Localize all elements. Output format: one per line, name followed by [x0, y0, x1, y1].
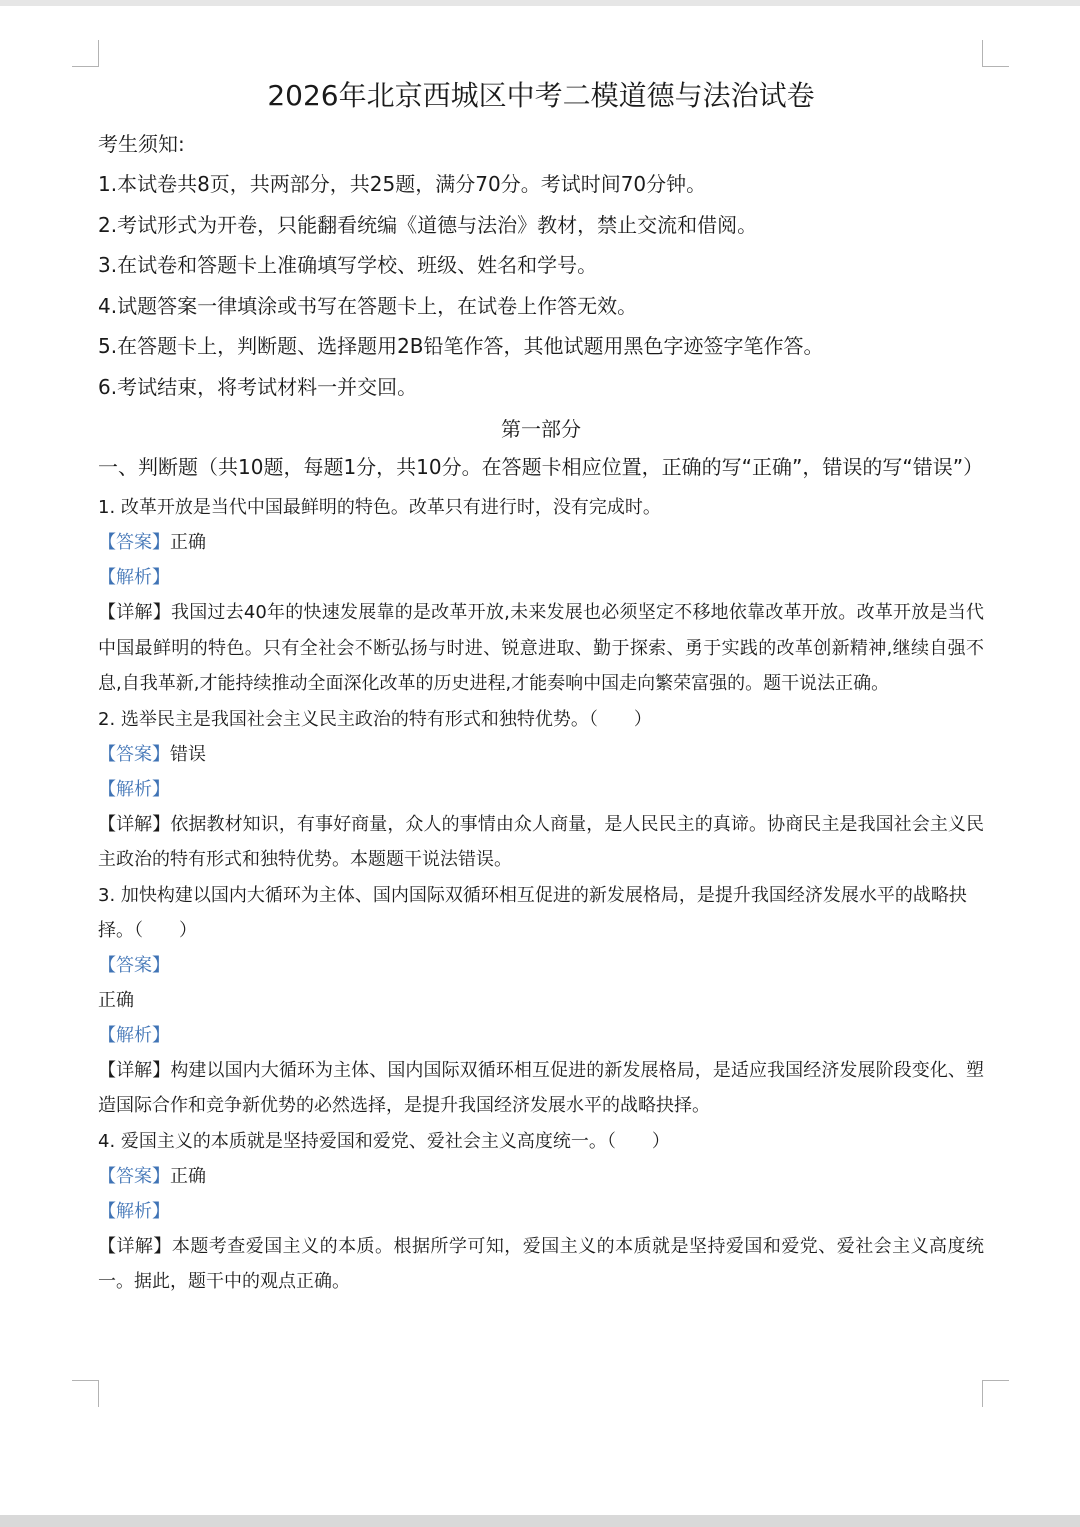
question-text: 4. 爱国主义的本质就是坚持爱国和爱党、爱社会主义高度统一。（ ） — [98, 1130, 670, 1152]
question-text: 3. 加快构建以国内大循环为主体、国内国际双循环相互促进的新发展格局，是提升我国经济发展水平的战略抉择。（ ） — [98, 884, 967, 941]
analysis-label: 【解析】 — [98, 778, 170, 800]
answer-value: 正确 — [170, 1165, 206, 1187]
detail-label: 【详解】 — [98, 813, 171, 835]
detail-label: 【详解】 — [98, 602, 171, 623]
notice-heading: 考生须知: — [98, 132, 185, 156]
detail-text: 本题考查爱国主义的本质。根据所学可知，爱国主义的本质就是坚持爱国和爱党、爱社会主义高度统一。据此，题干中的观点正确。 — [98, 1235, 984, 1292]
notice-item-5: 5.在答题卡上，判断题、选择题用2B铅笔作答，其他试题用黑色字迹签字笔作答。 — [98, 334, 824, 358]
document-title: 2026年北京西城区中考二模道德与法治试卷 — [267, 79, 815, 112]
question-text: 1. 改革开放是当代中国最鲜明的特色。改革只有进行时，没有完成时。 — [98, 497, 661, 518]
part-heading: 第一部分 — [501, 417, 581, 441]
crop-mark-top-right — [982, 40, 1009, 67]
detail-paragraph — [98, 807, 984, 878]
notice-block — [98, 124, 984, 407]
notice-item-6: 6.考试结束，将考试材料一并交回。 — [98, 374, 418, 399]
detail-label: 【详解】 — [98, 1059, 171, 1081]
crop-mark-bottom-left — [72, 1380, 99, 1407]
notice-item-4: 4.试题答案一律填涂或书写在答题卡上，在试卷上作答无效。 — [98, 293, 638, 318]
answer-value: 正确 — [170, 532, 206, 553]
answer-line — [98, 737, 984, 772]
analysis-label: 【解析】 — [98, 567, 170, 588]
detail-text: 我国过去40年的快速发展靠的是改革开放,未来发展也必须坚定不移地依靠改革开放。改革开放是当代中国最鲜明的特色。只有全社会不断弘扬与时进、锐意进取、勤于探索、勇于实践的改革创新精神,继续自强不息,自我革新,才能持续推动全面深化改革的历史进程,才能奏响中国走向繁荣富强的。题干说法正确。 — [98, 602, 985, 694]
answer-value: 正确 — [98, 989, 134, 1011]
notice-item-3: 3.在试卷和答题卡上准确填写学校、班级、姓名和学号。 — [98, 253, 598, 277]
document-page — [98, 74, 984, 1300]
answer-label: 【答案】 — [98, 532, 170, 553]
detail-text: 构建以国内大循环为主体、国内国际双循环相互促进的新发展格局，是适应我国经济发展阶段变化、塑造国际合作和竞争新优势的必然选择，是提升我国经济发展水平的战略抉择。 — [98, 1059, 985, 1116]
answer-label: 【答案】 — [98, 1165, 170, 1187]
notice-item-2: 2.考试形式为开卷，只能翻看统编《道德与法治》教材，禁止交流和借阅。 — [98, 212, 758, 237]
analysis-label: 【解析】 — [98, 1024, 170, 1046]
answer-label: 【答案】 — [98, 743, 170, 765]
question-block — [98, 702, 984, 878]
detail-text: 依据教材知识，有事好商量，众人的事情由众人商量，是人民民主的真谛。协商民主是我国社会主义民主政治的特有形式和独特优势。本题题干说法错误。 — [98, 813, 985, 870]
answer-line — [98, 1159, 984, 1194]
question-block — [98, 1124, 984, 1300]
detail-paragraph — [98, 595, 984, 702]
detail-paragraph — [98, 1229, 984, 1300]
question-block — [98, 878, 984, 1124]
detail-label: 【详解】 — [98, 1235, 172, 1257]
bottom-edge-bar — [0, 1515, 1080, 1527]
answer-value: 错误 — [170, 743, 206, 765]
crop-mark-bottom-right — [982, 1380, 1009, 1407]
question-block — [98, 490, 984, 702]
top-edge-bar — [0, 0, 1080, 6]
notice-item-1: 1.本试卷共8页，共两部分，共25题，满分70分。考试时间70分钟。 — [98, 172, 707, 196]
analysis-label: 【解析】 — [98, 1200, 170, 1222]
answer-label: 【答案】 — [98, 954, 170, 976]
detail-paragraph — [98, 1053, 984, 1124]
question-text: 2. 选举民主是我国社会主义民主政治的特有形式和独特优势。（ ） — [98, 708, 652, 730]
section-heading: 一、判断题（共10题，每题1分，共10分。在答题卡相应位置，正确的写“正确”，错误的写“错误”） — [98, 455, 984, 479]
crop-mark-top-left — [72, 40, 99, 67]
answer-line — [98, 525, 984, 560]
